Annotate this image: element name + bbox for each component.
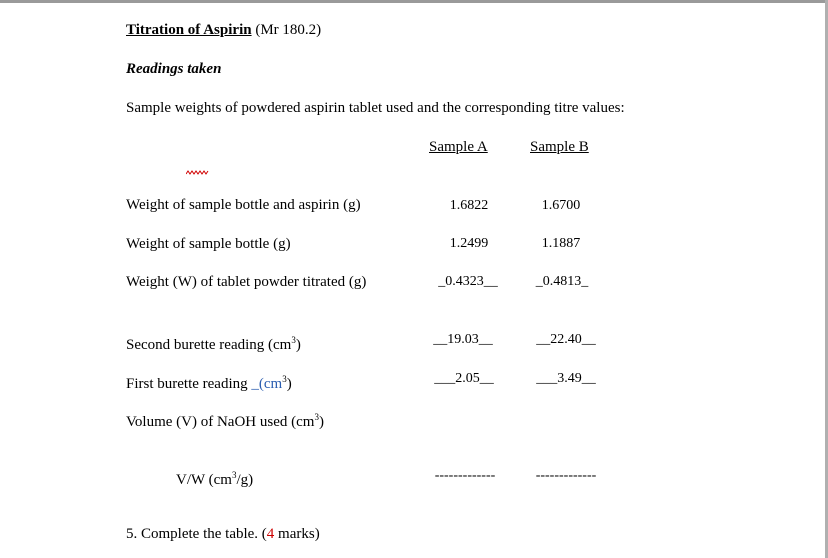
value-a-tablet-powder: _0.4323__ (438, 274, 498, 289)
question-text: 5. Complete the table. (4 marks) (126, 526, 320, 542)
section-heading: Readings taken (126, 61, 222, 77)
row-label-v-over-w: V/W $(cm^3/g)$ (176, 470, 254, 488)
row-label-bottle-and-aspirin: Weight of sample bottle and aspirin (g) (126, 197, 361, 213)
column-header-sample-b: Sample B (530, 139, 589, 155)
value-b-v-over-w: ------------- (535, 468, 597, 483)
spellcheck-squiggle-icon (186, 170, 210, 176)
value-a-second-burette: __19.03__ (433, 332, 493, 347)
row-label-bottle: Weight of sample bottle (g) (126, 236, 291, 252)
row-label-tablet-powder: Weight (W) of tablet powder titrated (g) (126, 274, 367, 290)
intro-text: Sample weights of powdered aspirin tablet used and the corresponding titre values: (126, 100, 625, 116)
value-a-bottle-and-aspirin: 1.6822 (449, 198, 489, 213)
top-border (0, 0, 828, 3)
title-mr: (Mr 180.2) (255, 22, 322, 38)
column-header-sample-a: Sample A (429, 139, 488, 155)
row-label-first-burette: First burette reading $\_(cm^3)$ (126, 374, 292, 392)
value-b-bottle: 1.1887 (541, 236, 581, 251)
value-b-first-burette: ___3.49__ (536, 371, 596, 386)
value-b-tablet-powder: _0.4813_ (535, 274, 589, 289)
page-title (126, 21, 321, 39)
row-label-second-burette: Second burette reading $(cm^3)$ (126, 335, 301, 353)
value-b-second-burette: __22.40__ (536, 332, 596, 347)
value-a-bottle: 1.2499 (449, 236, 489, 251)
marks-number: 4 (266, 526, 275, 542)
title-main: Titration of Aspirin (126, 22, 252, 38)
row-label-naoh-volume: Volume (V) of NaOH used $(cm^3)$ (126, 412, 324, 430)
value-a-first-burette: ___2.05__ (434, 371, 494, 386)
value-a-v-over-w: ------------- (434, 468, 496, 483)
value-b-bottle-and-aspirin: 1.6700 (541, 198, 581, 213)
